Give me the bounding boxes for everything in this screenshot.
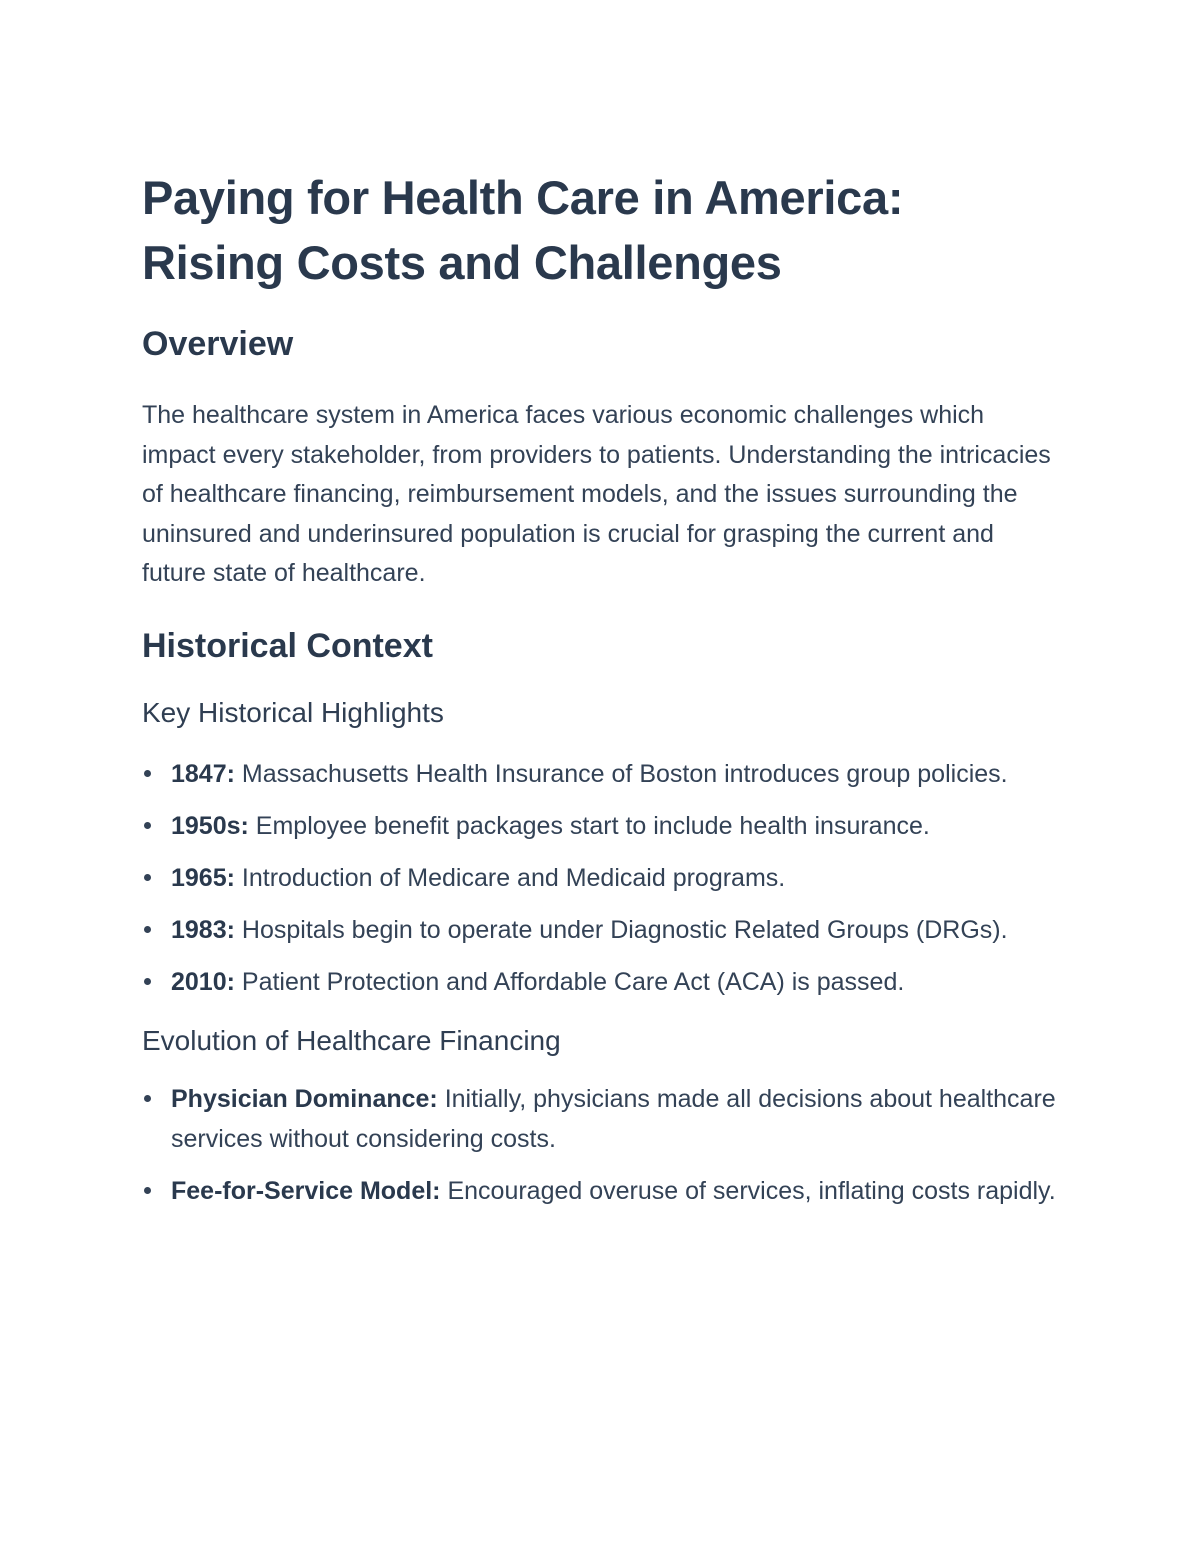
evolution-heading: Evolution of Healthcare Financing	[142, 1024, 561, 1056]
document-page	[142, 165, 1062, 1211]
list-item	[142, 806, 1062, 846]
list-item	[142, 910, 1062, 950]
historical-context-heading: Historical Context	[142, 626, 433, 665]
key-highlights-heading: Key Historical Highlights	[142, 696, 444, 728]
title-line-2: Rising Costs and Challenges	[142, 236, 782, 289]
title-line-1: Paying for Health Care in America:	[142, 171, 904, 224]
list-item-text: Massachusetts Health Insurance of Boston introduces group policies.	[234, 759, 1008, 788]
list-item-term: 1965:	[171, 863, 235, 892]
evolution-list	[142, 1079, 1062, 1211]
overview-heading: Overview	[142, 325, 294, 363]
list-item-text: Hospitals begin to operate under Diagnostic Related Groups (DRGs).	[234, 915, 1008, 944]
list-item-text: Initially, physicians made all decisions about healthcare services without considering costs.	[171, 1084, 1056, 1153]
list-item-term: Fee-for-Service Model:	[171, 1176, 441, 1205]
list-item-term: 1983:	[171, 915, 235, 944]
highlights-list	[142, 754, 1062, 1002]
list-item-term: 1950s:	[171, 811, 249, 840]
list-item	[142, 858, 1062, 898]
page-title	[142, 165, 1062, 295]
list-item	[142, 1079, 1062, 1159]
list-item	[142, 962, 1062, 1002]
list-item-term: 2010:	[171, 967, 235, 996]
list-item	[142, 1171, 1062, 1211]
list-item	[142, 754, 1062, 794]
list-item-text: Encouraged overuse of services, inflating costs rapidly.	[440, 1176, 1056, 1205]
list-item-term: 1847:	[171, 759, 235, 788]
list-item-text: Employee benefit packages start to include health insurance.	[248, 811, 930, 840]
list-item-text: Introduction of Medicare and Medicaid programs.	[234, 863, 786, 892]
list-item-text: Patient Protection and Affordable Care Act (ACA) is passed.	[234, 967, 905, 996]
overview-paragraph: The healthcare system in America faces various economic challenges which impact every stakeholder, from providers to patients. Understanding the intricacies of healthcare financing, reimbursement models, and the issues surrounding the uninsured and underinsured population is crucial for grasping the current and future state of healthcare.	[142, 401, 1051, 587]
list-item-term: Physician Dominance:	[171, 1084, 438, 1113]
